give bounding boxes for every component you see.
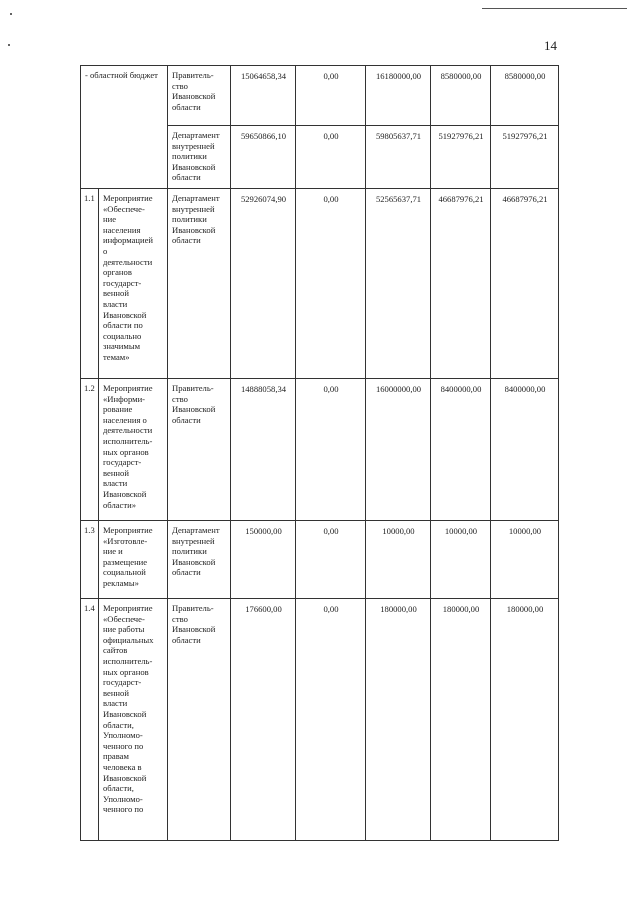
row-executor: Департамент внутренней политики Ивановской области bbox=[168, 126, 231, 189]
row-value: 0,00 bbox=[296, 66, 366, 126]
scan-speck bbox=[10, 13, 12, 15]
row-value: 46687976,21 bbox=[491, 189, 559, 379]
row-value: 0,00 bbox=[296, 189, 366, 379]
row-value: 180000,00 bbox=[431, 599, 491, 841]
table-row bbox=[81, 66, 559, 126]
top-rule bbox=[482, 8, 627, 9]
scan-speck bbox=[8, 44, 10, 46]
table-row bbox=[81, 599, 559, 841]
row-executor: Правитель- ство Ивановской области bbox=[168, 379, 231, 521]
table-row bbox=[81, 189, 559, 379]
row-value: 150000,00 bbox=[231, 521, 296, 599]
row-value: 8400000,00 bbox=[491, 379, 559, 521]
table-row bbox=[81, 379, 559, 521]
table-row bbox=[81, 521, 559, 599]
row-value: 52565637,71 bbox=[366, 189, 431, 379]
row-name: Мероприятие «Информи- рование населения о деятельности исполнитель- ных органов государст- венной власти Ивановской области» bbox=[99, 379, 168, 521]
row-name: - областной бюджет bbox=[81, 66, 168, 189]
row-executor: Департамент внутренней политики Ивановской области bbox=[168, 189, 231, 379]
row-value: 59650866,10 bbox=[231, 126, 296, 189]
row-value: 51927976,21 bbox=[431, 126, 491, 189]
row-value: 176600,00 bbox=[231, 599, 296, 841]
row-value: 10000,00 bbox=[491, 521, 559, 599]
row-value: 16000000,00 bbox=[366, 379, 431, 521]
row-value: 59805637,71 bbox=[366, 126, 431, 189]
row-value: 10000,00 bbox=[431, 521, 491, 599]
row-number: 1.1 bbox=[81, 189, 99, 379]
row-value: 8580000,00 bbox=[491, 66, 559, 126]
row-value: 0,00 bbox=[296, 379, 366, 521]
row-value: 15064658,34 bbox=[231, 66, 296, 126]
row-value: 0,00 bbox=[296, 126, 366, 189]
row-value: 8580000,00 bbox=[431, 66, 491, 126]
row-executor: Правитель- ство Ивановской области bbox=[168, 599, 231, 841]
row-value: 180000,00 bbox=[366, 599, 431, 841]
row-value: 46687976,21 bbox=[431, 189, 491, 379]
row-value: 0,00 bbox=[296, 521, 366, 599]
row-number: 1.4 bbox=[81, 599, 99, 841]
row-value: 8400000,00 bbox=[431, 379, 491, 521]
row-value: 180000,00 bbox=[491, 599, 559, 841]
row-name: Мероприятие «Обеспече- ние населения информацией о деятельности органов государст- венной власти Ивановской области по социально значимым темам» bbox=[99, 189, 168, 379]
row-name: Мероприятие «Обеспече- ние работы официальных сайтов исполнитель- ных органов государст- венной власти Ивановской области, Уполномо- ченного по правам человека в Ивановской области, Уполномо- ченного по bbox=[99, 599, 168, 841]
row-number: 1.2 bbox=[81, 379, 99, 521]
page-number: 14 bbox=[544, 38, 557, 53]
row-executor: Департамент внутренней политики Ивановской области bbox=[168, 521, 231, 599]
row-value: 10000,00 bbox=[366, 521, 431, 599]
row-number: 1.3 bbox=[81, 521, 99, 599]
row-value: 52926074,90 bbox=[231, 189, 296, 379]
row-executor: Правитель- ство Ивановской области bbox=[168, 66, 231, 126]
budget-table bbox=[80, 65, 559, 841]
row-name: Мероприятие «Изготовле- ние и размещение социальной рекламы» bbox=[99, 521, 168, 599]
row-value: 0,00 bbox=[296, 599, 366, 841]
row-value: 14888058,34 bbox=[231, 379, 296, 521]
row-value: 16180000,00 bbox=[366, 66, 431, 126]
row-value: 51927976,21 bbox=[491, 126, 559, 189]
